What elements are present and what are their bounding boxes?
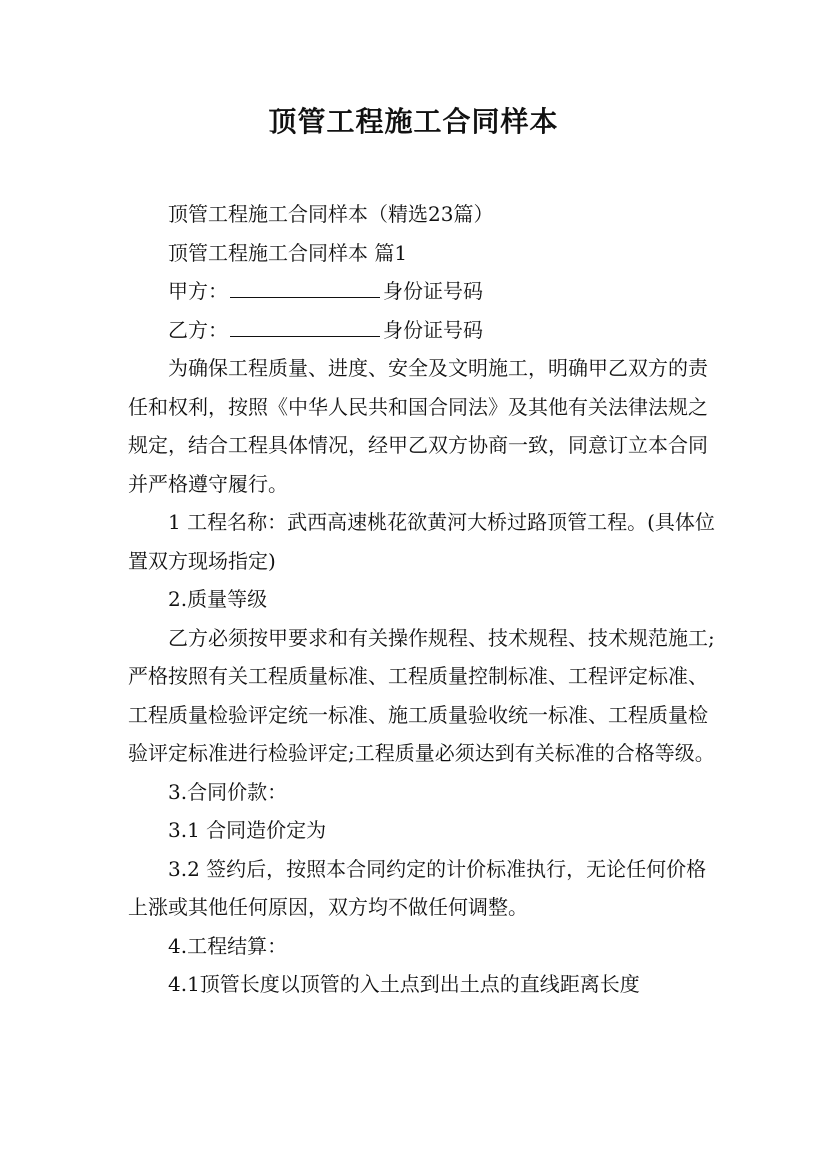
item-3-heading: 3.合同价款： xyxy=(168,779,288,804)
party-b-id-label: 身份证号码 xyxy=(383,317,483,342)
party-b-label: 乙方： xyxy=(168,317,228,342)
item-4-1-paragraph: 4.1顶管长度以顶管的入土点到出土点的直线距离长度 xyxy=(168,972,640,996)
item-4-heading: 4.工程结算： xyxy=(168,933,288,958)
item-3-1-paragraph: 3.1 合同造价定为 xyxy=(168,818,327,842)
party-a-blank xyxy=(230,275,380,298)
party-b-blank xyxy=(230,314,380,337)
document-title: 顶管工程施工合同样本 xyxy=(268,105,559,138)
party-a-id-label: 身份证号码 xyxy=(383,279,483,303)
party-a-line xyxy=(128,272,718,311)
section-heading: 顶管工程施工合同样本 篇1 xyxy=(168,240,408,265)
item-2-body: 乙方必须按甲要求和有关操作规程、技术规程、技术规范施工;严格按照有关工程质量标准、工程质量控制标准、工程评定标准、工程质量检验评定统一标准、施工质量验收统一标准、工程质量检验评定标准进行检验评定;工程质量必须达到有关标准的合格等级。 xyxy=(128,625,715,765)
intro-paragraph: 为确保工程质量、进度、安全及文明施工，明确甲乙双方的责任和权利，按照《中华人民共和国合同法》及其他有关法律法规之规定，结合工程具体情况，经甲乙双方协商一致，同意订立本合同并严格遵守履行。 xyxy=(128,356,708,496)
document-body xyxy=(128,195,718,1004)
item-2-heading: 2.质量等级 xyxy=(168,587,268,611)
item-1-paragraph: 1 工程名称：武西高速桃花欲黄河大桥过路顶管工程。(具体位置双方现场指定) xyxy=(128,510,715,573)
subtitle: 顶管工程施工合同样本（精选23篇） xyxy=(168,202,494,226)
item-3-2-paragraph: 3.2 签约后，按照本合同约定的计价标准执行，无论任何价格上涨或其他任何原因，双方均不做任何调整。 xyxy=(128,856,707,919)
party-b-line xyxy=(128,311,718,350)
party-a-label: 甲方： xyxy=(168,279,228,303)
